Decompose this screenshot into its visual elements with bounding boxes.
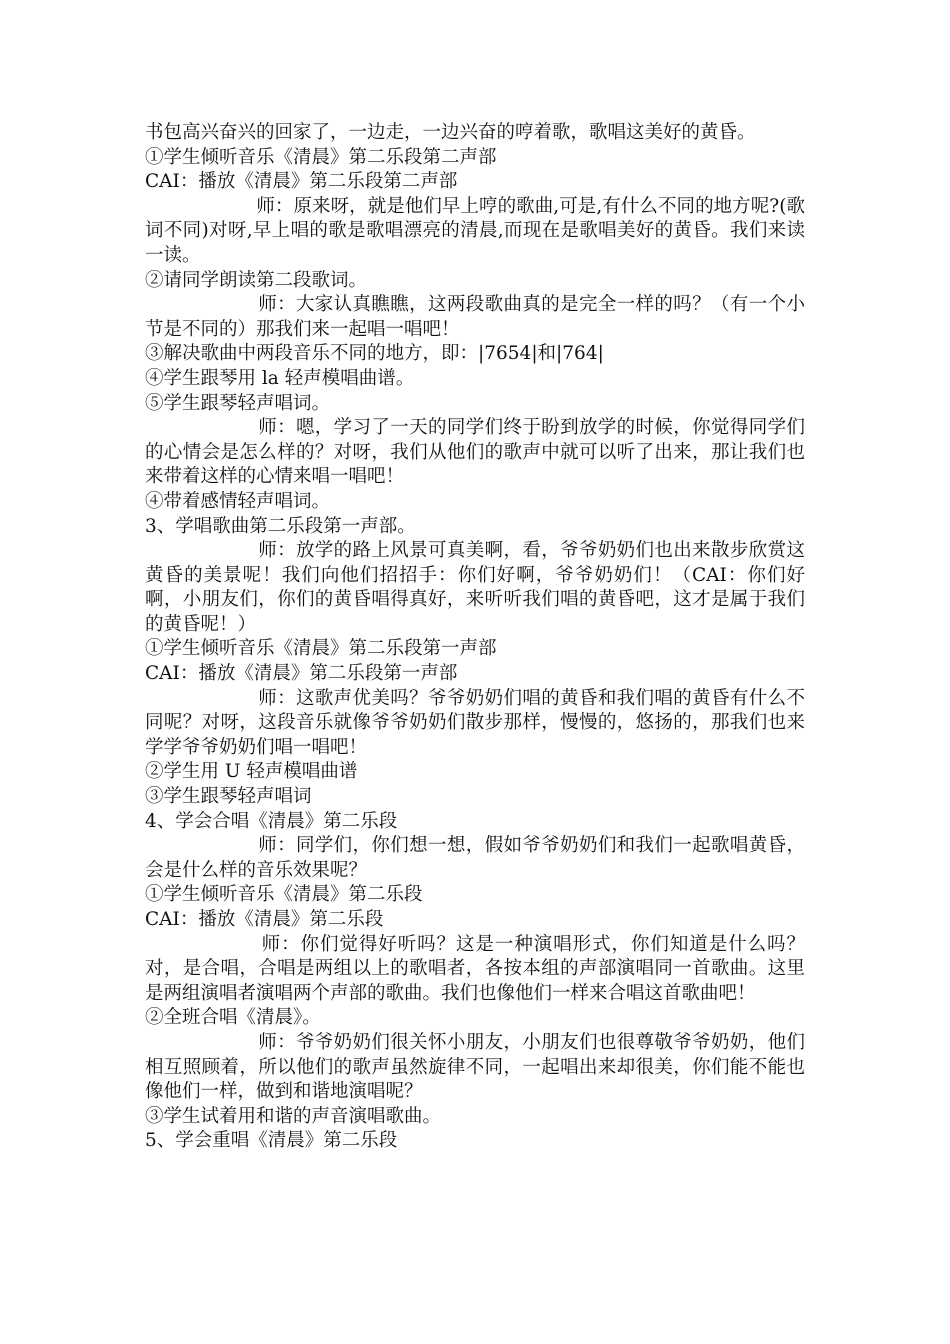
paragraph: ②全班合唱《清晨》。 xyxy=(145,1007,321,1029)
paragraph: 师：大家认真瞧瞧，这两段歌曲真的是完全一样的吗？（有一个小节是不同的）那我们来一起唱一唱吧！ xyxy=(145,294,805,340)
paragraph: ①学生倾听音乐《清晨》第二乐段 xyxy=(145,884,423,906)
paragraph: 书包高兴奋兴的回家了，一边走，一边兴奋的哼着歌，歌唱这美好的黄昏。 xyxy=(145,122,756,143)
paragraph: ③解决歌曲中两段音乐不同的地方，即：|7654|和|764| xyxy=(145,343,604,365)
paragraph: 5、学会重唱《清晨》第二乐段 xyxy=(145,1130,398,1152)
paragraph: ⑤学生跟琴轻声唱词。 xyxy=(145,392,331,414)
paragraph: ②请同学朗读第二段歌词。 xyxy=(145,269,368,291)
paragraph: CAI：播放《清晨》第二乐段 xyxy=(145,909,384,930)
paragraph: ②学生用 U 轻声模唱曲谱 xyxy=(145,761,358,783)
paragraph: CAI：播放《清晨》第二乐段第一声部 xyxy=(145,663,458,685)
paragraph: 4、学会合唱《清晨》第二乐段 xyxy=(145,810,398,832)
paragraph: ①学生倾听音乐《清晨》第二乐段第二声部 xyxy=(145,146,497,168)
paragraph: 师：爷爷奶奶们很关怀小朋友，小朋友们也很尊敬爷爷奶奶，他们相互照顾着，所以他们的歌声虽然旋律不同，一起唱出来却很美，你们能不能也像他们一样，做到和谐地演唱呢？ xyxy=(145,1031,805,1103)
paragraph: ④带着感情轻声唱词。 xyxy=(145,490,331,512)
paragraph: 3、学唱歌曲第二乐段第一声部。 xyxy=(145,515,416,537)
paragraph: 师：嗯，学习了一天的同学们终于盼到放学的时候，你觉得同学们的心情会是怎么样的？对呀，我们从他们的歌声中就可以听了出来，那让我们也来带着这样的心情来唱一唱吧！ xyxy=(145,417,805,488)
paragraph: 师：放学的路上风景可真美啊，看，爷爷奶奶们也出来散步欣赏这黄昏的美景呢！我们向他们招招手：你们好啊，爷爷奶奶们！（CAI：你们好啊，小朋友们，你们的黄昏唱得真好，来听听我们唱的黄昏吧，这才是属于我们的黄昏呢！） xyxy=(145,540,805,635)
document-body xyxy=(145,121,805,1154)
paragraph: ④学生跟琴用 la 轻声模唱曲谱。 xyxy=(145,367,415,389)
paragraph: ③学生跟琴轻声唱词 xyxy=(145,786,312,808)
paragraph: 师：原来呀，就是他们早上哼的歌曲,可是,有什么不同的地方呢?(歌词不同)对呀,早上唱的歌是歌唱漂亮的清晨,而现在是歌唱美好的黄昏。我们来读一读。 xyxy=(145,195,805,266)
paragraph: CAI：播放《清晨》第二乐段第二声部 xyxy=(145,171,458,193)
paragraph: 师：这歌声优美吗？爷爷奶奶们唱的黄昏和我们唱的黄昏有什么不同呢？对呀，这段音乐就像爷爷奶奶们散步那样，慢慢的，悠扬的，那我们也来学学爷爷奶奶们唱一唱吧！ xyxy=(145,687,805,758)
paragraph: 师：你们觉得好听吗？这是一种演唱形式，你们知道是什么吗？对，是合唱，合唱是两组以上的歌唱者，各按本组的声部演唱同一首歌曲。这里是两组演唱者演唱两个声部的歌曲。我们也像他们一样来合唱这首歌曲吧！ xyxy=(145,933,805,1004)
paragraph: ①学生倾听音乐《清晨》第二乐段第一声部 xyxy=(145,638,497,660)
paragraph: ③学生试着用和谐的声音演唱歌曲。 xyxy=(145,1105,442,1127)
paragraph: 师：同学们，你们想一想，假如爷爷奶奶们和我们一起歌唱黄昏，会是什么样的音乐效果呢？ xyxy=(145,835,805,881)
